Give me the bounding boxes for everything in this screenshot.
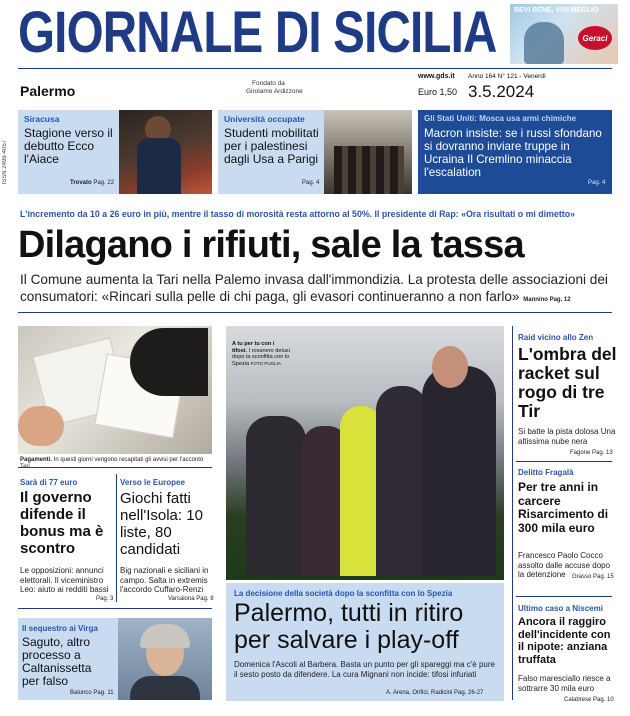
sport-photo-caption: A tu per tu con i tifosi. I rosanero delusi dopo la sconfitta con lo Spezia FOTO PUGLIA — [232, 341, 290, 367]
europee-title[interactable]: Giochi fatti nell'Isola: 10 liste, 80 candidati — [120, 490, 203, 558]
lead-source: Mannino Pag. 12 — [523, 297, 571, 303]
website[interactable]: www.gds.it — [418, 73, 455, 80]
europee-body: Big nazionali e siciliani in campo. Salta in extremis l'accordo Cuffaro-Renzi — [120, 566, 209, 594]
fragala-body: Francesco Paolo Cocco assolto dalle accuse dopo la detenzione — [518, 551, 611, 579]
column-divider — [18, 467, 212, 468]
column-divider — [512, 326, 513, 700]
virga-source: Balunco Pag. 11 — [70, 690, 114, 696]
column-divider — [516, 461, 612, 462]
fragala-kicker: Delitto Fragalà — [518, 468, 574, 477]
ad-brand-logo: Geraci — [578, 26, 612, 50]
teaser-title: Macron insiste: se i russi sfondano si dovranno inviare truppe in Ucraina Il Cremlino minaccia l'escalation — [424, 127, 602, 179]
teaser-photo-protest — [324, 110, 412, 194]
teaser-ucraina[interactable] — [418, 110, 612, 194]
person-shape — [130, 328, 208, 396]
niscemi-kicker: Ultimo caso a Niscemi — [518, 604, 603, 613]
niscemi-body: Falso maresciallo riesce a sottrarre 30 mila euro — [518, 674, 611, 693]
column-divider — [116, 474, 117, 602]
racket-kicker: Raid vicino allo Zen — [518, 333, 594, 342]
fragala-source: Grasso Pag. 15 — [572, 574, 614, 580]
teaser-kicker: Gli Stati Uniti: Mosca usa armi chimiche — [424, 114, 577, 123]
teaser-source: Pag. 4 — [302, 180, 320, 186]
teaser-kicker: Siracusa — [24, 114, 60, 124]
bonus-title[interactable]: Il governo difende il bonus ma è scontro — [20, 489, 104, 557]
lead-headline[interactable]: Dilagano i rifiuti, sale la tassa — [18, 224, 524, 266]
teaser-title: Stagione verso il debutto Ecco l'Aiace — [24, 126, 113, 166]
bonus-kicker: Sarà di 77 euro — [20, 478, 78, 487]
sport-body: Domenica l'Ascoli al Barbera. Basta un punto per gli spareggi ma c'è pure il sesto posto da difendere. La cura Mignani non incide: tifosi infuriati — [234, 660, 495, 679]
sport-kicker: La decisione della società dopo la sconfitta con lo Spezia — [234, 589, 453, 598]
fragala-title[interactable]: Per tre anni in carcere Risarcimento di 300 mila euro — [518, 480, 609, 535]
player-head-shape — [432, 346, 468, 388]
player-shape — [376, 386, 428, 576]
hair-shape — [140, 624, 190, 648]
actor-body-shape — [137, 138, 181, 194]
lead-subhead — [20, 271, 620, 309]
photo-saguto — [118, 618, 212, 700]
founded-line1: Fondato da — [252, 80, 285, 87]
photo-tari-bills — [18, 326, 212, 454]
masthead-rule — [18, 68, 612, 69]
teaser-kicker: Università occupate — [224, 114, 305, 124]
section-divider — [18, 312, 612, 313]
price: Euro 1,50 — [418, 87, 458, 97]
sport-box[interactable] — [226, 583, 504, 701]
player-shape — [422, 366, 496, 576]
ad-photo — [524, 22, 564, 64]
bonus-body: Le opposizioni: annunci elettorali. Il viceministro Leo: aiuto ai redditi bassi — [20, 566, 109, 594]
founded-note — [246, 80, 303, 96]
teaser-photo-theatre — [119, 110, 212, 194]
teaser-source: Trovato Pag. 22 — [70, 180, 115, 186]
player-shape — [246, 416, 306, 576]
lead-subhead-text: Il Comune aumenta la Tari nella Palemo invasa dall'immondizia. La protesta delle associazioni dei consumatori: «Rincari sulla pelle di chi paga, gli evasori continueranno a non farlo» — [20, 272, 608, 304]
virga-title: Saguto, altro processo a Caltanissetta per falso — [22, 635, 92, 688]
column-divider — [516, 596, 612, 597]
lead-kicker: L'incremento da 10 a 26 euro in più, mentre il tasso di morosità resta attorno al 50%. Il presidente di Rap: «Ora risultati o mi dimetto» — [20, 209, 575, 219]
issue-date: 3.5.2024 — [468, 82, 535, 101]
ad-tagline: BEVI BENE, VIVI MEGLIO — [514, 7, 599, 14]
niscemi-source: Calabrese Pag. 10 — [564, 697, 614, 703]
racket-title[interactable]: L'ombra del racket sul rogo di tre Tir — [518, 344, 617, 421]
teaser-universita[interactable] — [218, 110, 412, 194]
bonus-page: Pag. 3 — [96, 596, 114, 602]
edition-city: Palermo — [20, 83, 76, 99]
europee-kicker: Verso le Europee — [120, 478, 185, 487]
virga-box[interactable] — [18, 618, 212, 700]
niscemi-title[interactable]: Ancora il raggiro dell'incidente con il nipote: anziana truffata — [518, 616, 611, 666]
teaser-source: Pag. 4 — [588, 180, 606, 186]
photo-caption-tari: Pagamenti. In questi giorni vengono recapitati gli avvisi per l'acconto — [20, 457, 204, 463]
europee-source: Varsalona Pag. 8 — [168, 596, 214, 602]
hand-shape — [18, 406, 64, 446]
sport-source: A. Arena, Orifici, Radicini Pag. 26-27 — [386, 690, 484, 696]
founded-line2: Girolamo Ardizzone — [246, 88, 303, 95]
racket-body: Si batte la pista dolosa Una altissima nube nera — [518, 427, 616, 446]
advertisement[interactable] — [510, 4, 618, 64]
sport-headline: Palermo, tutti in ritiro per salvare i play-off — [234, 599, 464, 654]
racket-source: Fagone Pag. 13 — [570, 450, 613, 456]
teaser-siracusa[interactable] — [18, 110, 212, 194]
teaser-title: Studenti mobilitati per i palestinesi dagli Usa a Parigi — [224, 126, 319, 166]
issn-code: ISSN 2499-4057 — [2, 140, 8, 185]
virga-kicker: Il sequestro ai Virga — [22, 624, 98, 633]
crowd-shape — [334, 146, 404, 194]
masthead-title: GIORNALE DI SICILIA — [18, 0, 497, 65]
column-divider — [18, 608, 212, 609]
issue-number: Anno 164 N° 121 - Venerdì — [468, 73, 546, 80]
shoulders-shape — [130, 676, 200, 700]
